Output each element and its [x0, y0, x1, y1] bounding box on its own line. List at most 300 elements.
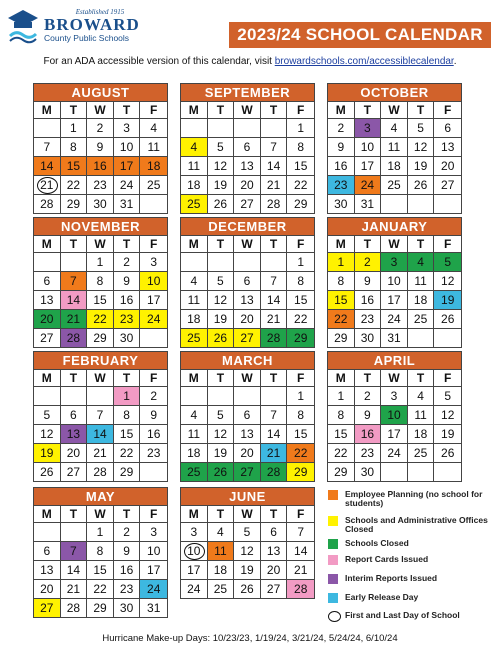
day-cell: 14: [61, 560, 88, 579]
day-cell: 23: [328, 175, 355, 194]
day-cell: 4: [181, 137, 208, 156]
day-cell: 10: [140, 541, 167, 560]
day-cell: 28: [61, 598, 88, 617]
day-cell: 8: [287, 405, 314, 424]
day-cell: 4: [381, 118, 408, 137]
day-cell: 2: [87, 118, 114, 137]
day-cell: [408, 194, 435, 213]
month-grid: [328, 101, 461, 213]
month-february: [33, 351, 168, 482]
day-header: W: [234, 101, 261, 118]
day-header: T: [61, 369, 88, 386]
day-header: M: [34, 369, 61, 386]
day-cell: [34, 522, 61, 541]
district-logo: [6, 6, 156, 46]
day-cell: 28: [261, 462, 288, 481]
day-cell: 19: [234, 560, 261, 579]
day-cell: 7: [87, 405, 114, 424]
day-header: T: [355, 369, 382, 386]
month-grid: [181, 505, 314, 598]
day-cell: 19: [408, 156, 435, 175]
day-cell: 22: [114, 443, 141, 462]
day-cell: 12: [34, 424, 61, 443]
day-cell: [434, 328, 461, 347]
day-cell: 29: [87, 598, 114, 617]
day-cell: 8: [87, 541, 114, 560]
day-cell: 8: [328, 405, 355, 424]
month-title: OCTOBER: [328, 84, 461, 101]
day-cell: 22: [287, 175, 314, 194]
day-cell: [34, 386, 61, 405]
day-cell: 14: [34, 156, 61, 175]
day-cell: 10: [381, 405, 408, 424]
day-cell: 3: [381, 252, 408, 271]
day-cell: 6: [34, 541, 61, 560]
month-grid: [34, 369, 167, 481]
day-header: W: [381, 235, 408, 252]
day-cell: 30: [328, 194, 355, 213]
day-cell: [181, 118, 208, 137]
day-cell: 9: [355, 405, 382, 424]
day-cell: 5: [208, 271, 235, 290]
day-cell: [208, 386, 235, 405]
day-cell: 16: [328, 156, 355, 175]
day-cell: 14: [261, 424, 288, 443]
day-cell: 8: [287, 137, 314, 156]
legend-swatch: [328, 490, 338, 500]
day-header: F: [140, 369, 167, 386]
school-logo-icon: [6, 8, 40, 44]
day-cell: 13: [34, 560, 61, 579]
day-cell: 19: [434, 290, 461, 309]
day-cell: 1: [87, 252, 114, 271]
day-cell: 10: [140, 271, 167, 290]
day-header: W: [87, 101, 114, 118]
day-cell: 27: [434, 175, 461, 194]
day-cell: 21: [261, 309, 288, 328]
day-cell: 16: [355, 290, 382, 309]
day-cell: 19: [434, 424, 461, 443]
day-cell: 26: [434, 443, 461, 462]
day-cell: 15: [287, 424, 314, 443]
day-header: T: [261, 505, 288, 522]
legend-label: Report Cards Issued: [345, 554, 429, 564]
day-cell: 2: [355, 252, 382, 271]
day-cell: [140, 194, 167, 213]
day-cell: 27: [61, 462, 88, 481]
day-cell: [61, 252, 88, 271]
ada-text: For an ADA accessible version of this calendar, visit: [43, 56, 275, 67]
day-cell: 2: [114, 252, 141, 271]
day-cell: 20: [34, 579, 61, 598]
day-cell: 27: [261, 579, 288, 598]
hurricane-makeup-days: Hurricane Make-up Days: 10/23/23, 1/19/24, 3/21/24, 5/24/24, 6/10/24: [102, 633, 398, 644]
day-cell: 30: [114, 598, 141, 617]
day-cell: [208, 118, 235, 137]
day-cell: [434, 462, 461, 481]
legend-swatch: [328, 574, 338, 584]
day-cell: 28: [261, 194, 288, 213]
day-cell: [408, 328, 435, 347]
day-header: M: [181, 369, 208, 386]
day-cell: 13: [234, 424, 261, 443]
legend-label: Employee Planning (no school for students): [345, 489, 483, 508]
day-cell: 25: [181, 328, 208, 347]
day-cell: [434, 194, 461, 213]
day-cell: 8: [328, 271, 355, 290]
day-cell: 21: [87, 443, 114, 462]
day-cell: 15: [287, 156, 314, 175]
day-cell: 2: [355, 386, 382, 405]
day-cell: 20: [434, 156, 461, 175]
day-cell: 17: [114, 156, 141, 175]
day-cell: 24: [381, 309, 408, 328]
day-cell: 30: [114, 328, 141, 347]
month-november: [33, 217, 168, 348]
day-cell: 12: [434, 271, 461, 290]
day-cell: 19: [208, 309, 235, 328]
day-cell: 5: [208, 405, 235, 424]
month-grid: [328, 235, 461, 347]
day-cell: 14: [261, 156, 288, 175]
month-grid: [34, 101, 167, 213]
ada-end: .: [453, 56, 457, 67]
day-header: T: [114, 369, 141, 386]
ada-notice: [0, 56, 500, 67]
day-header: W: [87, 235, 114, 252]
day-header: T: [208, 505, 235, 522]
day-cell: 16: [114, 290, 141, 309]
month-title: DECEMBER: [181, 218, 314, 235]
day-cell: 29: [287, 194, 314, 213]
day-cell: 25: [408, 309, 435, 328]
ada-link[interactable]: browardschools.com/accessiblecalendar: [274, 56, 454, 67]
legend-label: Early Release Day: [345, 592, 419, 602]
day-header: T: [114, 505, 141, 522]
day-cell: 23: [355, 443, 382, 462]
day-cell: 21: [287, 560, 314, 579]
day-cell: 20: [61, 443, 88, 462]
day-cell: [181, 252, 208, 271]
day-cell: 13: [61, 424, 88, 443]
day-cell: 19: [208, 175, 235, 194]
day-cell: 24: [114, 175, 141, 194]
day-cell: 29: [328, 328, 355, 347]
day-cell: 14: [87, 424, 114, 443]
day-cell: 18: [381, 156, 408, 175]
day-header: T: [408, 101, 435, 118]
day-header: T: [61, 101, 88, 118]
day-cell: 28: [34, 194, 61, 213]
day-cell: 8: [61, 137, 88, 156]
day-header: M: [181, 505, 208, 522]
day-cell: 29: [287, 328, 314, 347]
day-header: T: [261, 235, 288, 252]
month-march: [180, 351, 315, 482]
day-cell: [34, 118, 61, 137]
day-cell: 14: [261, 290, 288, 309]
legend-swatch: [328, 539, 338, 549]
day-cell: 2: [328, 118, 355, 137]
month-grid: [328, 369, 461, 481]
day-cell: 13: [434, 137, 461, 156]
day-cell: 31: [355, 194, 382, 213]
day-cell: 5: [408, 118, 435, 137]
day-cell: 31: [381, 328, 408, 347]
day-cell: 21: [61, 579, 88, 598]
day-cell: 7: [287, 522, 314, 541]
day-cell: [408, 462, 435, 481]
day-cell: 24: [140, 309, 167, 328]
day-cell: 29: [114, 462, 141, 481]
day-cell: 22: [287, 443, 314, 462]
day-cell: 20: [234, 175, 261, 194]
day-cell: 1: [287, 118, 314, 137]
day-cell: 16: [87, 156, 114, 175]
day-cell: 10: [381, 271, 408, 290]
day-cell: 18: [408, 290, 435, 309]
day-cell: 20: [234, 309, 261, 328]
day-header: F: [287, 235, 314, 252]
day-cell: [261, 252, 288, 271]
day-header: F: [434, 235, 461, 252]
month-grid: [181, 235, 314, 347]
day-header: W: [234, 369, 261, 386]
day-cell: 24: [181, 579, 208, 598]
legend-label: Schools Closed: [345, 538, 409, 548]
logo-established: Established 1915: [75, 8, 125, 16]
day-cell: 11: [181, 156, 208, 175]
day-cell: 1: [287, 252, 314, 271]
day-cell: 17: [181, 560, 208, 579]
day-cell: 20: [34, 309, 61, 328]
day-header: T: [208, 369, 235, 386]
day-cell: 12: [234, 541, 261, 560]
day-header: F: [140, 505, 167, 522]
day-cell: [208, 252, 235, 271]
day-cell: 12: [408, 137, 435, 156]
day-cell: 4: [181, 271, 208, 290]
day-cell: 4: [181, 405, 208, 424]
day-cell: [61, 522, 88, 541]
day-cell: 8: [114, 405, 141, 424]
month-title: JUNE: [181, 488, 314, 505]
day-cell: 17: [140, 290, 167, 309]
legend-label: Interim Reports Issued: [345, 573, 438, 583]
day-cell: 15: [61, 156, 88, 175]
day-cell: 5: [34, 405, 61, 424]
month-title: SEPTEMBER: [181, 84, 314, 101]
day-cell: 12: [208, 290, 235, 309]
day-header: F: [287, 369, 314, 386]
day-header: F: [434, 101, 461, 118]
day-cell: 29: [287, 462, 314, 481]
day-cell: 12: [434, 405, 461, 424]
day-cell: 30: [355, 328, 382, 347]
day-cell: 11: [381, 137, 408, 156]
day-cell: 15: [87, 290, 114, 309]
day-cell: 16: [140, 424, 167, 443]
month-title: FEBRUARY: [34, 352, 167, 369]
day-cell: 17: [140, 560, 167, 579]
day-header: T: [208, 235, 235, 252]
month-grid: [181, 101, 314, 213]
month-grid: [181, 369, 314, 481]
day-cell: 17: [355, 156, 382, 175]
month-january: [327, 217, 462, 348]
day-cell: 9: [114, 271, 141, 290]
month-grid: [34, 505, 167, 617]
day-cell: 7: [34, 137, 61, 156]
day-cell: 29: [87, 328, 114, 347]
day-cell: 31: [114, 194, 141, 213]
day-cell: 4: [408, 252, 435, 271]
day-cell: [234, 386, 261, 405]
day-cell: 6: [261, 522, 288, 541]
day-cell: [381, 462, 408, 481]
day-cell: 6: [234, 137, 261, 156]
day-cell: 28: [261, 328, 288, 347]
day-cell: 24: [381, 443, 408, 462]
day-cell: 29: [328, 462, 355, 481]
day-header: T: [261, 101, 288, 118]
day-cell: 25: [408, 443, 435, 462]
day-header: T: [208, 101, 235, 118]
legend-swatch: [328, 593, 338, 603]
day-cell: [261, 386, 288, 405]
day-cell: 13: [34, 290, 61, 309]
day-header: W: [234, 505, 261, 522]
day-cell: 1: [87, 522, 114, 541]
day-cell: 9: [328, 137, 355, 156]
page-header: [0, 0, 500, 50]
day-cell: 27: [34, 328, 61, 347]
day-cell: 15: [87, 560, 114, 579]
day-cell: 12: [208, 424, 235, 443]
day-cell: 20: [234, 443, 261, 462]
day-cell: 28: [61, 328, 88, 347]
day-cell: 6: [234, 405, 261, 424]
month-april: [327, 351, 462, 482]
day-cell: [234, 118, 261, 137]
day-header: T: [114, 235, 141, 252]
day-header: T: [61, 505, 88, 522]
month-title: MARCH: [181, 352, 314, 369]
day-cell: 5: [434, 386, 461, 405]
day-cell: 10: [114, 137, 141, 156]
day-cell: 21: [261, 175, 288, 194]
day-header: M: [181, 235, 208, 252]
day-cell: [261, 118, 288, 137]
day-cell: 17: [381, 424, 408, 443]
day-cell: 27: [234, 328, 261, 347]
day-cell: 13: [234, 156, 261, 175]
day-header: W: [381, 369, 408, 386]
day-cell: 11: [208, 541, 235, 560]
day-cell: 2: [114, 522, 141, 541]
day-cell: 9: [140, 405, 167, 424]
day-cell: 27: [234, 462, 261, 481]
day-cell: 10: [355, 137, 382, 156]
day-header: F: [287, 101, 314, 118]
day-cell: 15: [328, 424, 355, 443]
day-cell: 25: [381, 175, 408, 194]
day-cell: 9: [87, 137, 114, 156]
day-cell: 20: [261, 560, 288, 579]
month-december: [180, 217, 315, 348]
day-cell: 9: [114, 541, 141, 560]
day-cell: 9: [355, 271, 382, 290]
day-cell: 22: [61, 175, 88, 194]
month-title: JANUARY: [328, 218, 461, 235]
day-header: W: [87, 505, 114, 522]
day-cell: 21: [34, 175, 61, 194]
day-cell: 18: [181, 443, 208, 462]
month-september: [180, 83, 315, 214]
day-cell: [234, 252, 261, 271]
day-cell: 6: [434, 118, 461, 137]
day-cell: 25: [140, 175, 167, 194]
day-cell: 18: [408, 424, 435, 443]
day-header: T: [61, 235, 88, 252]
day-cell: 26: [208, 462, 235, 481]
day-cell: 25: [181, 194, 208, 213]
day-cell: 21: [61, 309, 88, 328]
day-cell: 23: [140, 443, 167, 462]
day-cell: 21: [261, 443, 288, 462]
month-october: [327, 83, 462, 214]
day-header: T: [261, 369, 288, 386]
month-june: [180, 487, 315, 599]
day-cell: 22: [328, 309, 355, 328]
day-cell: 23: [114, 309, 141, 328]
logo-name: BROWARD: [44, 15, 140, 34]
day-header: F: [434, 369, 461, 386]
day-cell: 28: [87, 462, 114, 481]
day-header: M: [328, 235, 355, 252]
day-cell: 7: [261, 137, 288, 156]
day-cell: 27: [234, 194, 261, 213]
day-header: F: [287, 505, 314, 522]
day-cell: 18: [181, 309, 208, 328]
day-cell: 25: [208, 579, 235, 598]
day-cell: 6: [234, 271, 261, 290]
day-cell: 26: [34, 462, 61, 481]
month-title: APRIL: [328, 352, 461, 369]
day-cell: 18: [140, 156, 167, 175]
day-cell: 16: [355, 424, 382, 443]
day-cell: 23: [114, 579, 141, 598]
day-cell: 7: [61, 271, 88, 290]
day-cell: 28: [287, 579, 314, 598]
month-grid: [34, 235, 167, 347]
day-cell: 26: [408, 175, 435, 194]
day-cell: 13: [234, 290, 261, 309]
day-cell: 10: [181, 541, 208, 560]
day-header: T: [114, 101, 141, 118]
day-cell: 19: [34, 443, 61, 462]
day-header: T: [355, 235, 382, 252]
day-header: M: [328, 369, 355, 386]
day-cell: 18: [181, 175, 208, 194]
day-header: W: [234, 235, 261, 252]
day-header: M: [34, 101, 61, 118]
day-cell: 4: [140, 118, 167, 137]
page-title: 2023/24 SCHOOL CALENDAR: [229, 22, 491, 48]
legend-swatch: [328, 555, 338, 565]
day-cell: 13: [261, 541, 288, 560]
day-cell: 29: [61, 194, 88, 213]
